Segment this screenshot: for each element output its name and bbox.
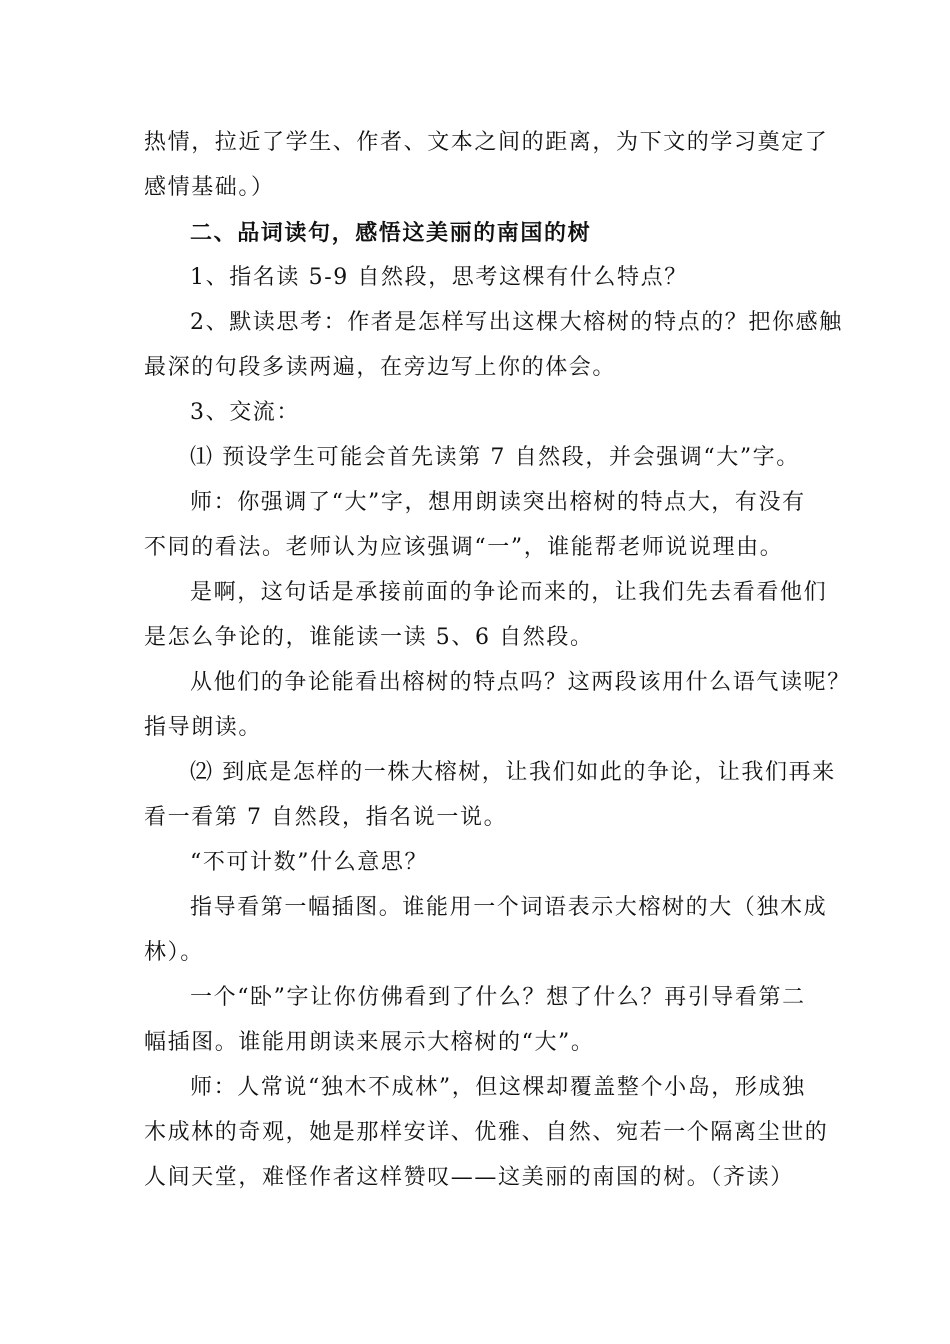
paragraph-line: ⑵ 到底是怎样的一株大榕树，让我们如此的争论，让我们再来 bbox=[190, 760, 836, 785]
paragraph-line: 是啊，这句话是承接前面的争论而来的，让我们先去看看他们 bbox=[190, 580, 828, 605]
paragraph-line: 不同的看法。老师认为应该强调“一”，谁能帮老师说说理由。 bbox=[144, 535, 784, 560]
paragraph-line: ⑴ 预设学生可能会首先读第 7 自然段，并会强调“大”字。 bbox=[190, 445, 800, 470]
section-heading: 二、品词读句，感悟这美丽的南国的树 bbox=[190, 220, 592, 246]
paragraph-line: 师：你强调了“大”字，想用朗读突出榕树的特点大，有没有 bbox=[190, 490, 806, 515]
paragraph-line: 指导朗读。 bbox=[144, 715, 263, 740]
paragraph-line: 一个“卧”字让你仿佛看到了什么？想了什么？再引导看第二 bbox=[190, 985, 806, 1010]
paragraph-line: 最深的句段多读两遍，在旁边写上你的体会。 bbox=[144, 355, 617, 380]
paragraph-line: 1、指名读 5-9 自然段，思考这棵有什么特点？ bbox=[190, 265, 688, 290]
paragraph-line: 幅插图。谁能用朗读来展示大榕树的“大”。 bbox=[144, 1030, 595, 1055]
paragraph-line: 师：人常说“独木不成林”，但这棵却覆盖整个小岛，形成独 bbox=[190, 1075, 806, 1100]
paragraph-line: 感情基础。） bbox=[144, 175, 275, 200]
paragraph-line: 热情，拉近了学生、作者、文本之间的距离，为下文的学习奠定了 bbox=[144, 130, 829, 155]
paragraph-line: 木成林的奇观，她是那样安详、优雅、自然、宛若一个隔离尘世的 bbox=[144, 1120, 829, 1145]
paragraph-line: 3、交流： bbox=[190, 400, 300, 425]
paragraph-line: 人间天堂，难怪作者这样赞叹——这美丽的南国的树。（齐读） bbox=[144, 1165, 794, 1190]
paragraph-line: 从他们的争论能看出榕树的特点吗？这两段该用什么语气读呢？ bbox=[190, 670, 851, 695]
paragraph-line: 看一看第 7 自然段，指名说一说。 bbox=[144, 805, 508, 830]
paragraph-line: 林）。 bbox=[144, 940, 204, 965]
paragraph-line: 指导看第一幅插图。谁能用一个词语表示大榕树的大（独木成 bbox=[190, 895, 828, 920]
paragraph-line: 是怎么争论的，谁能读一读 5、6 自然段。 bbox=[144, 625, 594, 650]
paragraph-line: “不可计数”什么意思？ bbox=[190, 850, 429, 875]
paragraph-line: 2、默读思考：作者是怎样写出这棵大榕树的特点的？把你感触 bbox=[190, 310, 843, 335]
